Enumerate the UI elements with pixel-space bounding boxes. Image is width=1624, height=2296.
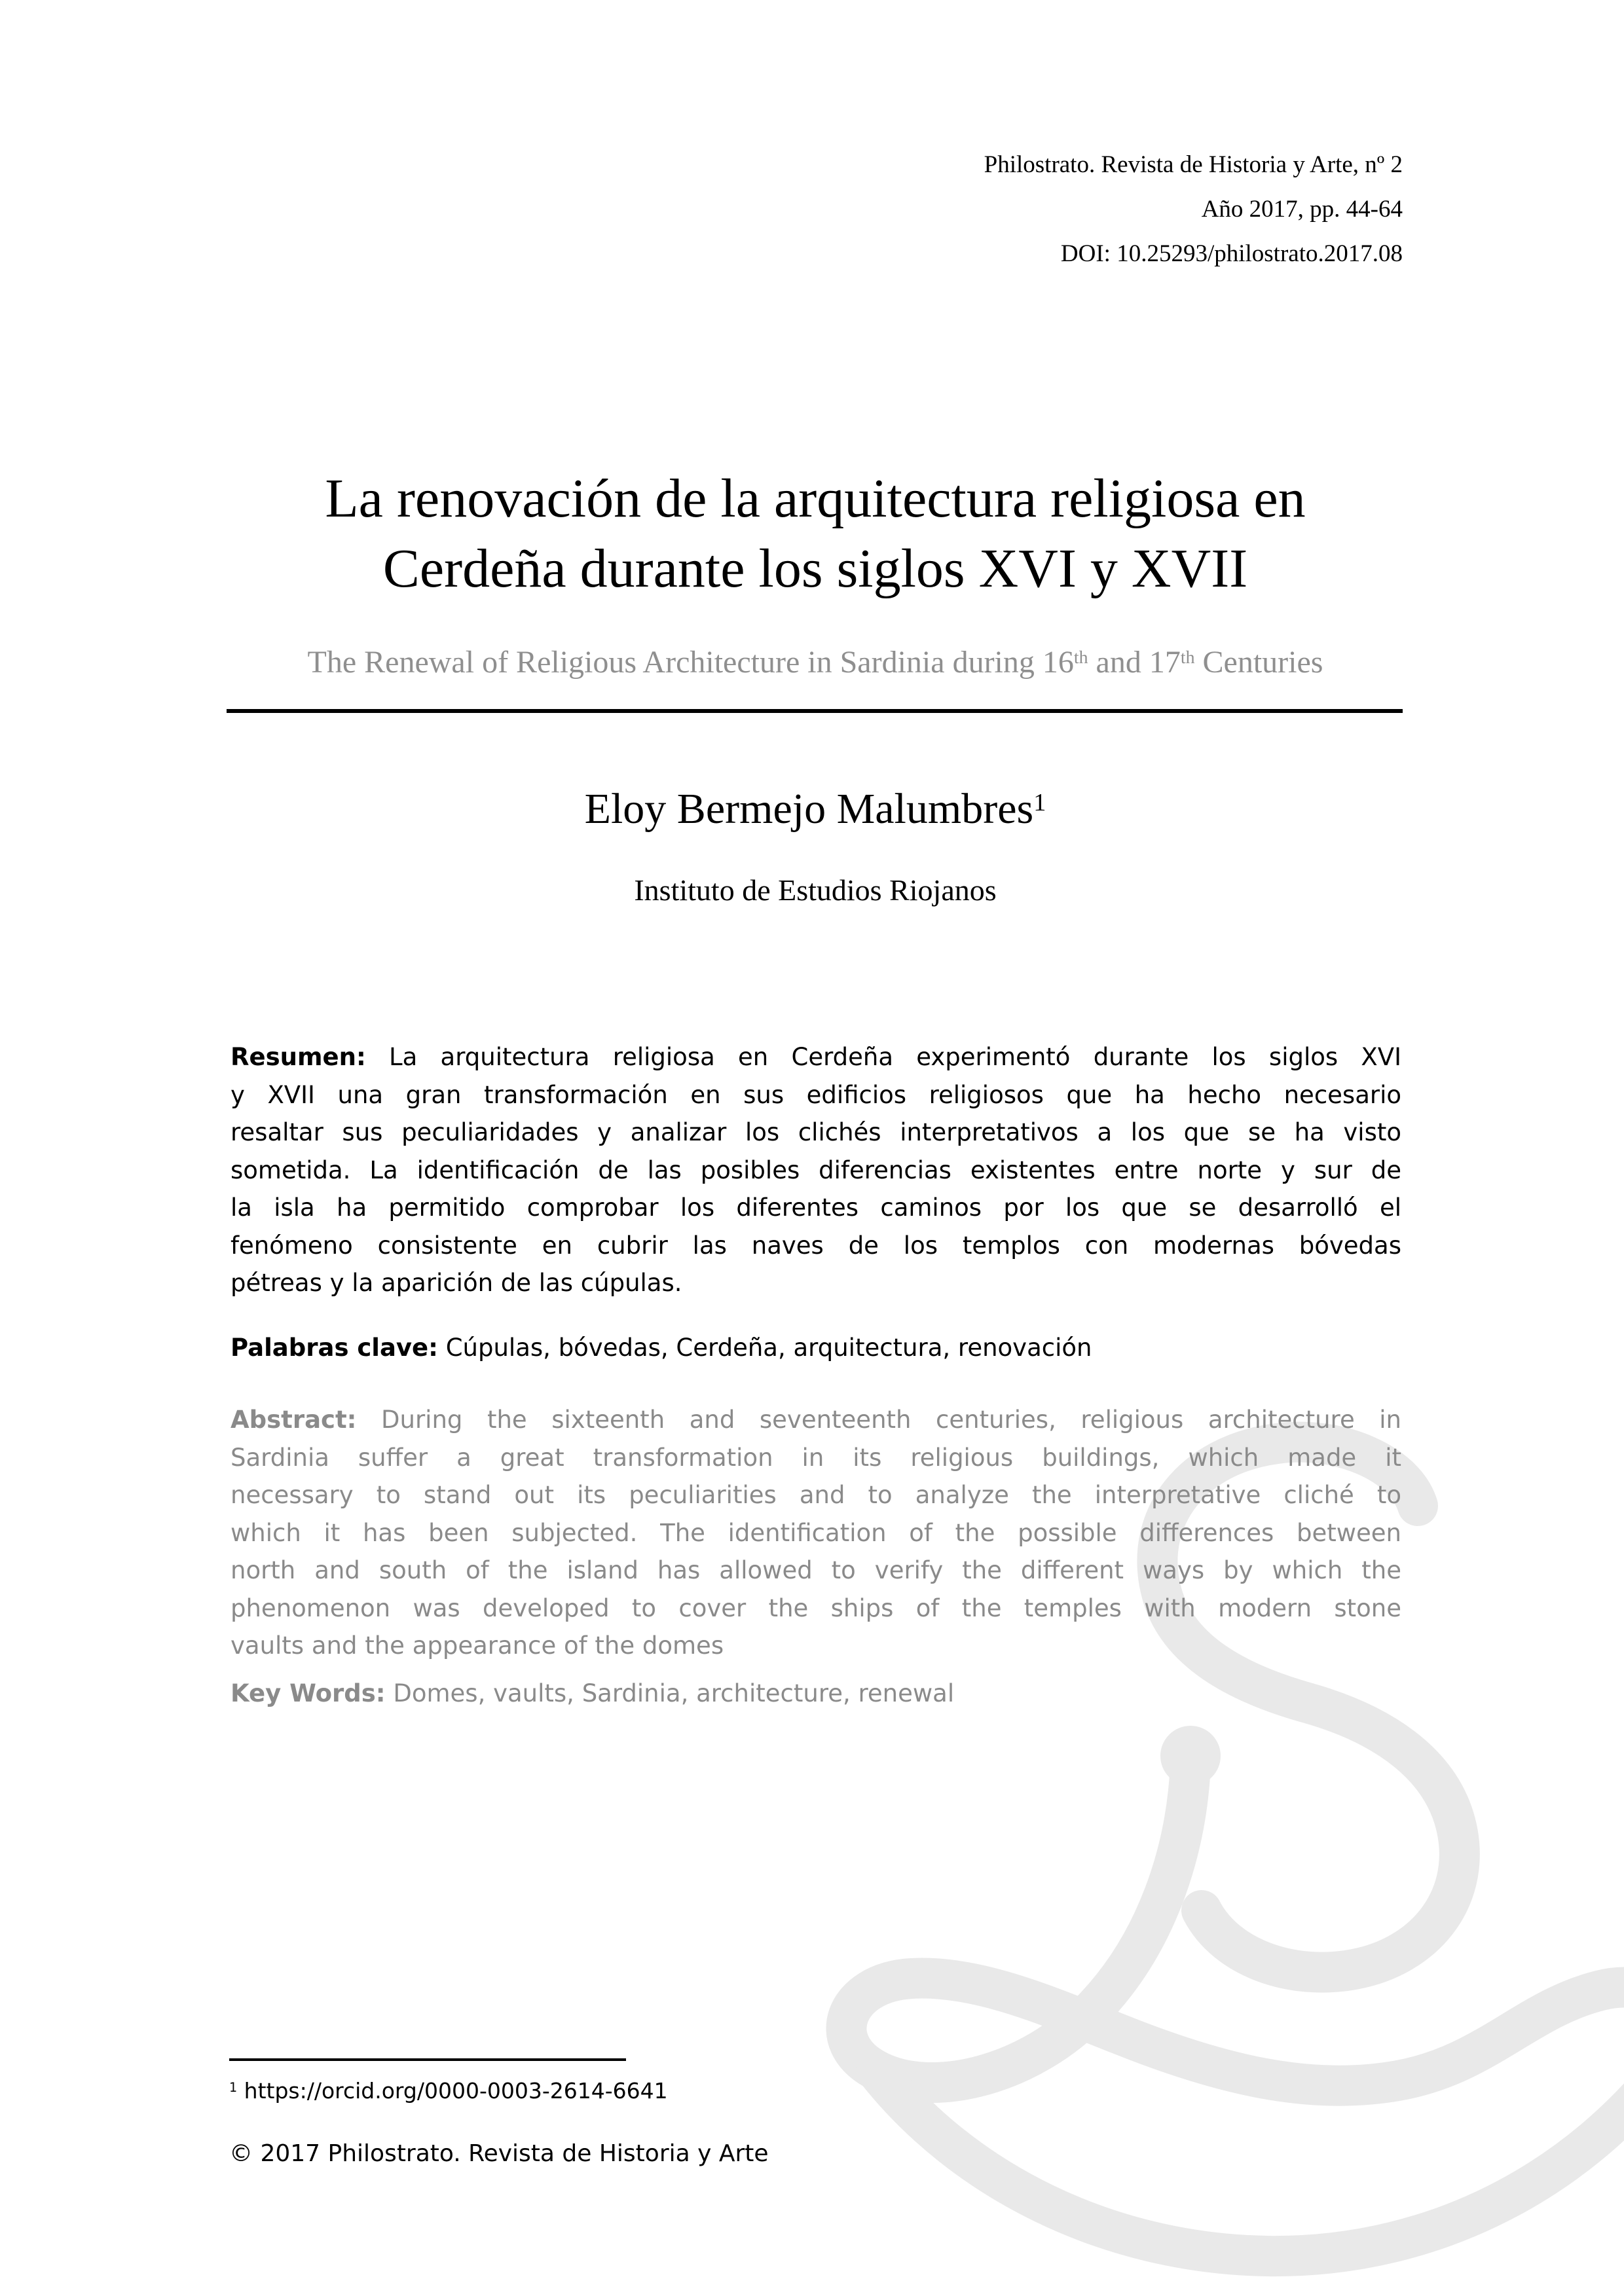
- journal-name-line: Philostrato. Revista de Historia y Arte, nº 2: [984, 151, 1403, 178]
- paragraph-line: resaltar sus peculiaridades y analizar los clichés interpretativos a los que se ha visto: [231, 1118, 1401, 1146]
- paragraph-line: vaults and the appearance of the domes: [231, 1631, 724, 1660]
- paragraph-line: north and south of the island has allowed to verify the different ways by which the: [231, 1556, 1401, 1584]
- paragraph-line: la isla ha permitido comprobar los diferentes caminos por los que se desarrolló el: [231, 1194, 1401, 1222]
- footnote-divider: [229, 2058, 626, 2061]
- copyright-line: © 2017 Philostrato. Revista de Historia y Arte: [229, 2140, 769, 2167]
- article-title-line-2: Cerdeña durante los siglos XVI y XVII: [382, 538, 1248, 599]
- palabras-clave-line: Palabras clave: Cúpulas, bóvedas, Cerdeña, arquitectura, renovación: [231, 1334, 1092, 1362]
- author-name: Eloy Bermejo Malumbres$^1$: [584, 785, 1046, 833]
- year-pages-line: Año 2017, pp. 44-64: [1201, 196, 1403, 223]
- article-title-line-1: La renovación de la arquitectura religiosa en: [325, 468, 1306, 529]
- footnote-orcid-link[interactable]: $^1$ https://orcid.org/0000-0003-2614-6641: [229, 2078, 668, 2104]
- key-words-line: Key Words: Domes, vaults, Sardinia, architecture, renewal: [231, 1679, 955, 1707]
- paragraph-line: sometida. La identificación de las posibles diferencias existentes entre norte y sur de: [231, 1156, 1401, 1184]
- paragraph-line: y XVII una gran transformación en sus edificios religiosos que ha hecho necesario: [231, 1080, 1401, 1109]
- journal-header: [617, 143, 1403, 276]
- article-subtitle-english: The Renewal of Religious Architecture in Sardinia during 16th and 17th Centuries: [307, 645, 1323, 680]
- doi-line: DOI: 10.25293/philostrato.2017.08: [1060, 240, 1403, 267]
- paragraph-line: necessary to stand out its peculiarities and to analyze the interpretative cliché to: [231, 1481, 1401, 1509]
- paragraph-line: fenómeno consistente en cubrir las naves de los templos con modernas bóvedas: [231, 1231, 1401, 1260]
- flourish-bulb: [1160, 1726, 1221, 1786]
- abstract-paragraph: [231, 1401, 1401, 1665]
- resumen-paragraph: [231, 1038, 1401, 1302]
- paragraph-line: Abstract: During the sixteenth and seventeenth centuries, religious architecture in: [231, 1406, 1401, 1434]
- title-divider: [227, 709, 1403, 713]
- paragraph-line: Resumen: La arquitectura religiosa en Cerdeña experimentó durante los siglos XVI: [231, 1043, 1401, 1071]
- paragraph-line: which it has been subjected. The identification of the possible differences between: [231, 1518, 1401, 1547]
- paragraph-line: pétreas y la aparición de las cúpulas.: [231, 1269, 682, 1297]
- paragraph-line: phenomenon was developed to cover the ships of the temples with modern stone: [231, 1594, 1401, 1622]
- article-title: [229, 464, 1401, 604]
- author-affiliation: Instituto de Estudios Riojanos: [634, 873, 997, 907]
- paragraph-line: Sardinia suffer a great transformation in its religious buildings, which made it: [231, 1443, 1401, 1472]
